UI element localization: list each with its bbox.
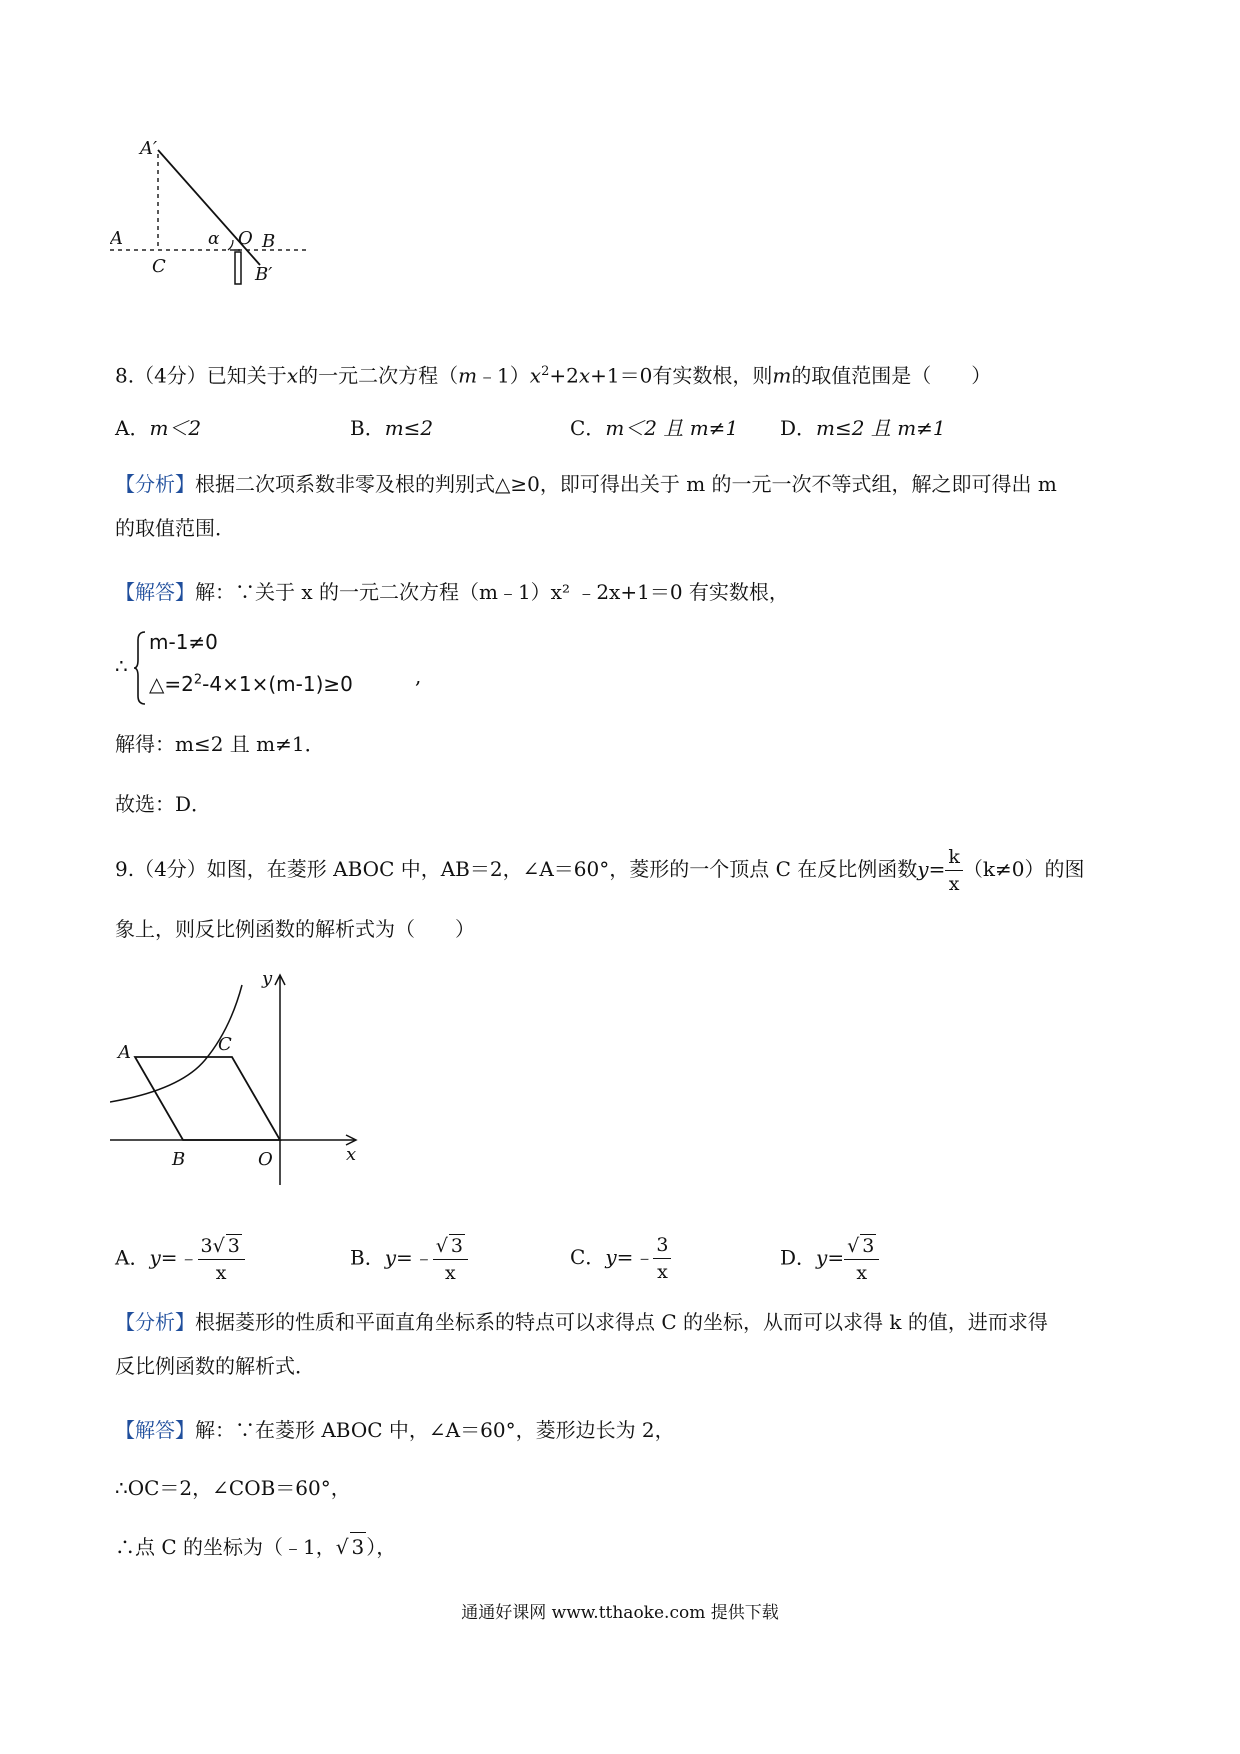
rhombus-abco xyxy=(135,1057,280,1140)
system-row-2: $\triangle=2^2-4\times 1\times(m-1)\ge 0$ xyxy=(149,672,353,696)
label-alpha: α xyxy=(208,229,220,249)
therefore-symbol: ∴ xyxy=(115,654,128,678)
q9-analysis-cont: 反比例函数的解析式． xyxy=(115,1354,315,1378)
q9-stem-fraction: $\frac{k}{x}$ xyxy=(945,846,963,895)
brace-icon xyxy=(133,630,147,706)
figure-reflection-diagram xyxy=(110,140,330,320)
label-o: O xyxy=(258,1149,273,1170)
footer: 通通好课网 www.tthaoke.com 提供下载 xyxy=(461,1603,779,1623)
q8-option-c: C．m＜2 且 m≠1 xyxy=(570,416,739,440)
mirror xyxy=(235,252,241,284)
q9-answer: 【解答】解：∵在菱形 ABOC 中，∠A＝60°，菱形边长为 2， xyxy=(115,1418,675,1442)
label-c: C xyxy=(152,256,166,277)
q9-stem-cont: 象上，则反比例函数的解析式为（ ） xyxy=(115,917,475,941)
figure-rhombus-hyperbola xyxy=(110,970,370,1190)
q9-analysis: 【分析】根据菱形的性质和平面直角坐标系的特点可以求得点 C 的坐标，从而可以求得 k 的值，进而求得 xyxy=(115,1310,1048,1334)
label-a: A xyxy=(118,1042,131,1063)
label-b: B xyxy=(262,231,276,252)
q8-option-a: A．m＜2 xyxy=(115,416,202,440)
q9-option-b: B．y=﹣ $\frac{√ 3}{x}$ xyxy=(350,1234,468,1284)
label-b: B xyxy=(172,1149,186,1170)
angle-arc xyxy=(228,240,233,250)
label-c: C xyxy=(218,1034,232,1055)
q8-option-b: B．m≤2 xyxy=(350,416,434,440)
q8-analysis: 【分析】根据二次项系数非零及根的判别式△≥0，即可得出关于 m 的一元一次不等式组，解之即可得出 m xyxy=(115,472,1057,496)
system-comma: , xyxy=(415,664,422,688)
q8-stem: 8.（4分）已知关于x的一元二次方程$(m﹣1)x^2+2x+1=0$有实数根，则m的取值范围是（ ） xyxy=(115,363,992,388)
system-row-1: m-1≠0 xyxy=(149,630,218,654)
q8-choose: 故选：D． xyxy=(115,792,212,816)
q8-system xyxy=(115,628,435,708)
q9-answer-line3: ∴点 C 的坐标为（﹣1，√ 3 ）， xyxy=(115,1532,396,1561)
label-y: y xyxy=(262,970,273,989)
label-b-prime: B′ xyxy=(255,264,273,285)
q9-answer-line2: ∴OC＝2，∠COB＝60°， xyxy=(115,1476,351,1500)
q9-stem: 9.（4分）如图，在菱形 ABOC 中，AB＝2，∠A＝60°，菱形的一个顶点 C 在反比例函数y= $\frac{k}{x}$ （k≠0）的图 xyxy=(115,846,1085,895)
q9-option-c: C．y=﹣ $\frac{3}{x}$ xyxy=(570,1234,671,1283)
q8-option-d: D．m≤2 且 m≠1 xyxy=(780,416,946,440)
label-a-prime: A′ xyxy=(140,140,158,159)
q8-answer: 【解答】解：∵关于 x 的一元二次方程（m﹣1）x² ﹣2x+1＝0 有实数根， xyxy=(115,580,789,604)
q8-analysis-cont: 的取值范围． xyxy=(115,516,235,540)
q9-option-a: A．y=﹣ $\frac{3√ 3}{x}$ xyxy=(115,1234,245,1284)
q9-option-d: D．y= $\frac{√ 3}{x}$ xyxy=(780,1234,879,1284)
label-x: x xyxy=(346,1144,357,1165)
q8-solve: 解得：m≤2 且 m≠1． xyxy=(115,732,325,756)
label-a: A xyxy=(110,228,123,249)
label-o: O xyxy=(238,228,253,249)
